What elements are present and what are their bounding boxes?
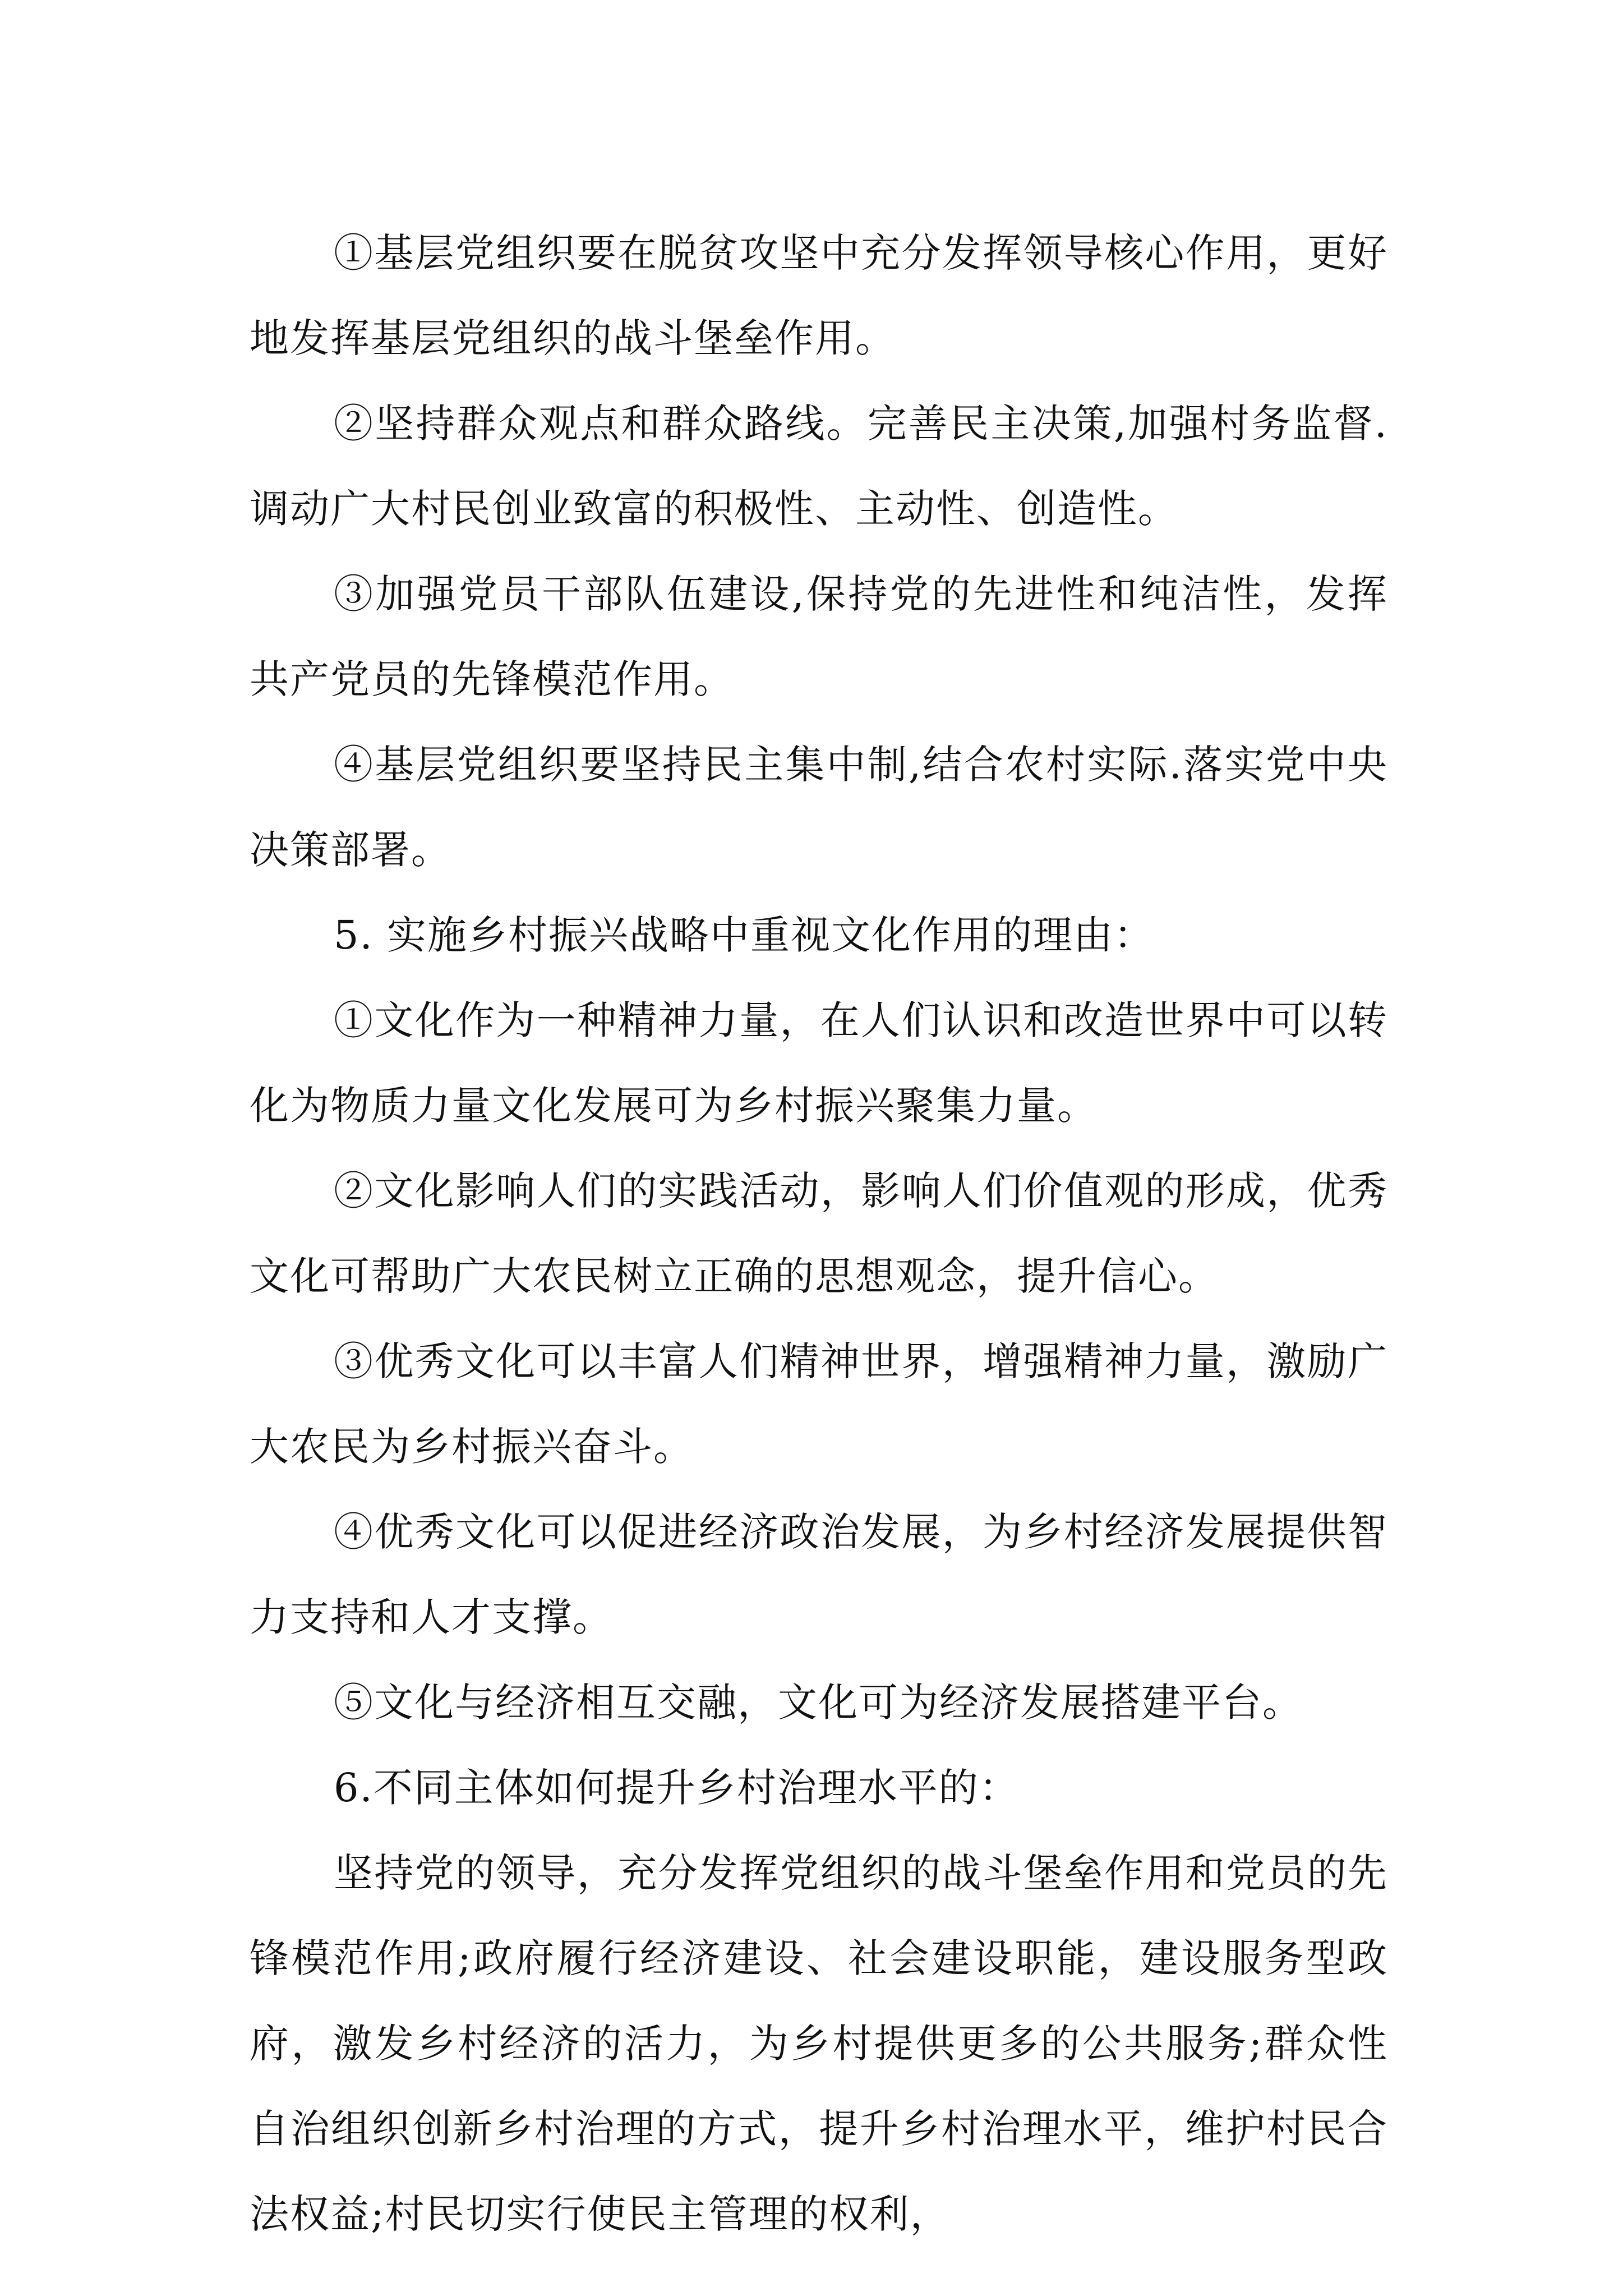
paragraph-point-4-democratic-centralism: ④基层党组织要坚持民主集中制,结合农村实际.落实党中央决策部署。: [250, 742, 1388, 873]
paragraph-point-1-party-leadership: ①基层党组织要在脱贫攻坚中充分发挥领导核心作用，更好地发挥基层党组织的战斗堡垒作用。: [250, 230, 1388, 361]
paragraph-governance: 坚持党的领导，充分发挥党组织的战斗堡垒作用和党员的先锋模范作用;政府履行经济建设、社会建设职能，建设服务型政府，激发乡村经济的活力，为乡村提供更多的公共服务;群众性自治组织创新乡村治理的方式，提升乡村治理水平，维护村民合法权益;村民切实行使民主管理的权利，: [250, 1850, 1388, 2237]
paragraph-point-2-mass-line: ②坚持群众观点和群众路线。完善民主决策,加强村务监督.调动广大村民创业致富的积极性、主动性、创造性。: [250, 401, 1388, 532]
paragraph-culture-point-3: ③优秀文化可以丰富人们精神世界，增强精神力量，激励广大农民为乡村振兴奋斗。: [250, 1338, 1388, 1470]
document-body: [250, 210, 1388, 2257]
paragraph-culture-point-1: ①文化作为一种精神力量，在人们认识和改造世界中可以转化为物质力量文化发展可为乡村振兴聚集力量。: [250, 997, 1388, 1129]
section-heading-5: 5. 实施乡村振兴战略中重视文化作用的理由：: [334, 912, 1155, 958]
section-heading-6: 6.不同主体如何提升乡村治理水平的：: [334, 1765, 1020, 1811]
paragraph-point-3-cadre-building: ③加强党员干部队伍建设,保持党的先进性和纯洁性，发挥共产党员的先锋模范作用。: [250, 571, 1388, 702]
paragraph-culture-point-4: ④优秀文化可以促进经济政治发展，为乡村经济发展提供智力支持和人才支撑。: [250, 1509, 1388, 1640]
paragraph-culture-point-2: ②文化影响人们的实践活动，影响人们价值观的形成，优秀文化可帮助广大农民树立正确的思想观念，提升信心。: [250, 1168, 1388, 1299]
paragraph-culture-point-5: ⑤文化与经济相互交融，文化可为经济发展搭建平台。: [334, 1680, 1303, 1726]
